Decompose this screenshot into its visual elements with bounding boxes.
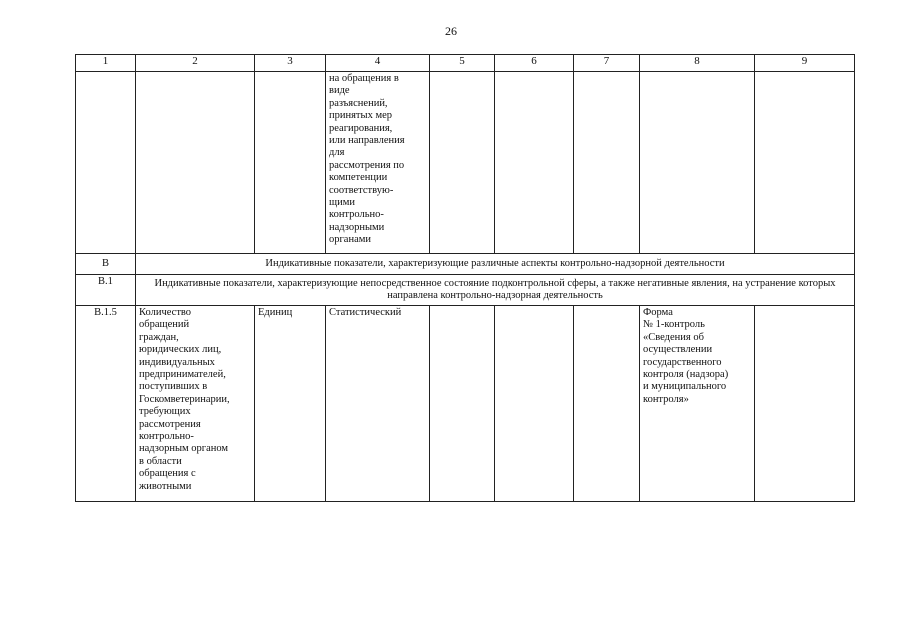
section-b-row xyxy=(76,254,855,275)
indicators-table xyxy=(75,54,855,502)
row-indicator-name: Количество обращений граждан, юридических лиц, индивидуальных предпринимателей, поступивших в Госкомветеринарии, требующих рассмотрения контрольно- надзорным органом в области обращения с животными xyxy=(136,306,255,502)
table-row xyxy=(76,306,855,502)
cont-cell-4: на обращения в виде разъяснений, принятых мер реагирования, или направления для рассмотрения по компетенции соответствую- щими контрольно- надзорными органами xyxy=(326,72,430,254)
cont-cell-3 xyxy=(255,72,326,254)
header-cell-7: 7 xyxy=(574,55,640,72)
row-source: Форма № 1-контроль «Сведения об осуществлении государственного контроля (надзора) и муниципального контроля» xyxy=(640,306,755,502)
cont-cell-2 xyxy=(136,72,255,254)
header-cell-3: 3 xyxy=(255,55,326,72)
row-unit: Единиц xyxy=(255,306,326,502)
cont-cell-5 xyxy=(430,72,495,254)
row-col5 xyxy=(430,306,495,502)
section-b1-code: В.1 xyxy=(76,275,136,306)
section-b-title: Индикативные показатели, характеризующие различные аспекты контрольно-надзорной деятельности xyxy=(136,254,855,275)
cont-cell-9 xyxy=(755,72,855,254)
section-b-code: В xyxy=(76,254,136,275)
header-cell-8: 8 xyxy=(640,55,755,72)
row-code: В.1.5 xyxy=(76,306,136,502)
header-cell-9: 9 xyxy=(755,55,855,72)
header-cell-1: 1 xyxy=(76,55,136,72)
header-cell-6: 6 xyxy=(495,55,574,72)
section-b1-row xyxy=(76,275,855,306)
row-col9 xyxy=(755,306,855,502)
section-b1-title: Индикативные показатели, характеризующие непосредственное состояние подконтрольной сферы, а также негативные явления, на устранение которых направлена контрольно-надзорная деятельность xyxy=(136,275,855,306)
page-number: 26 xyxy=(445,24,457,38)
row-type: Статистический xyxy=(326,306,430,502)
row-col6 xyxy=(495,306,574,502)
cont-cell-7 xyxy=(574,72,640,254)
header-row xyxy=(76,55,855,72)
row-col7 xyxy=(574,306,640,502)
cont-cell-8 xyxy=(640,72,755,254)
header-cell-4: 4 xyxy=(326,55,430,72)
cont-cell-1 xyxy=(76,72,136,254)
continuation-row xyxy=(76,72,855,254)
cont-cell-6 xyxy=(495,72,574,254)
header-cell-5: 5 xyxy=(430,55,495,72)
header-cell-2: 2 xyxy=(136,55,255,72)
